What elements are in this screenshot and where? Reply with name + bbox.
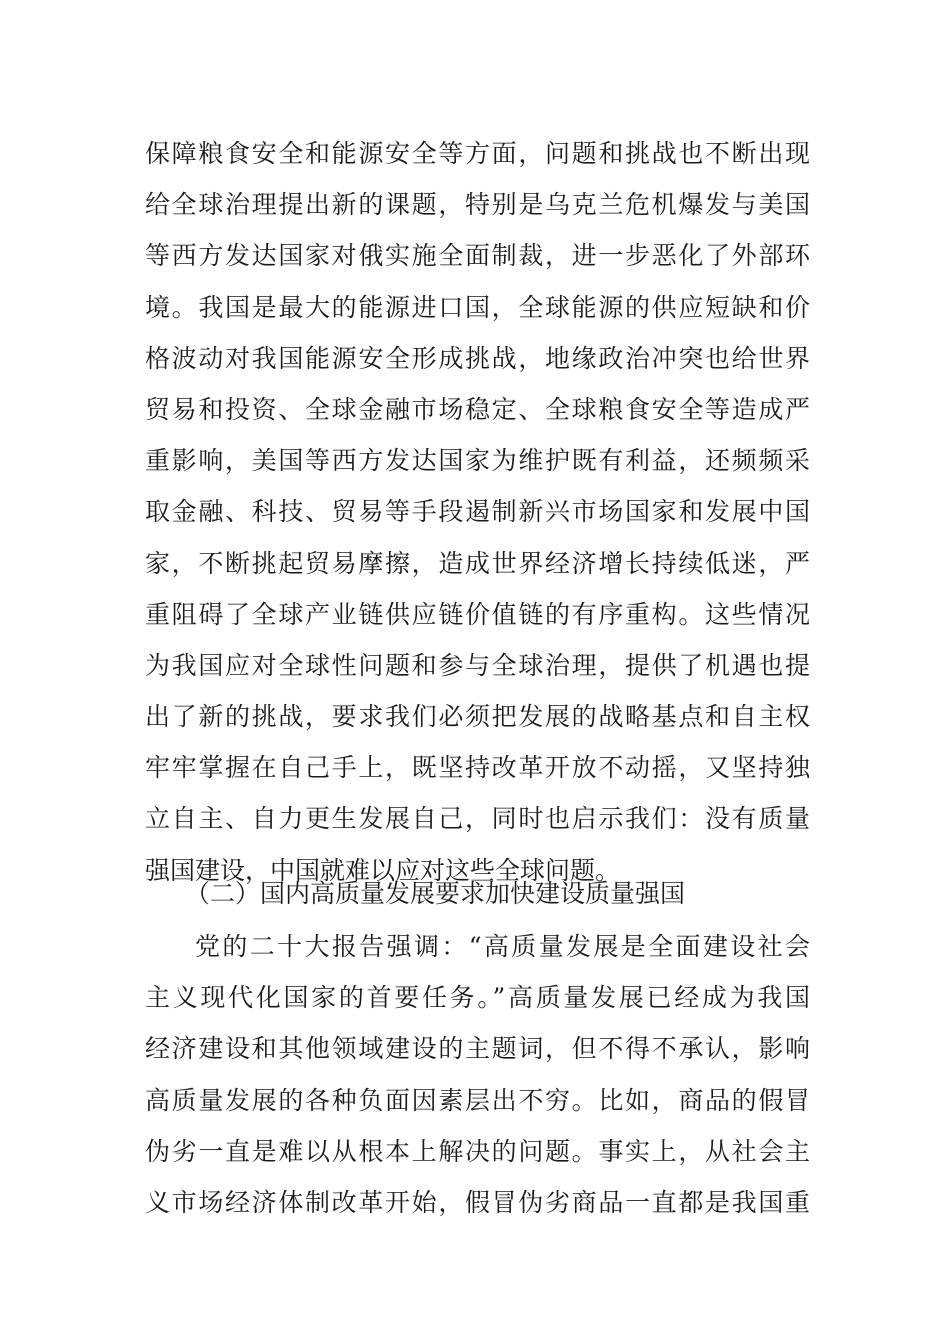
- paragraph-1-line: 家，不断挑起贸易摩擦，造成世界经济增长持续低迷，严: [145, 548, 810, 578]
- paragraph-2-line: 高质量发展的各种负面因素层出不穷。比如，商品的假冒: [145, 1085, 810, 1115]
- paragraph-1-line: 出了新的挑战，要求我们必须把发展的战略基点和自主权: [145, 702, 810, 732]
- paragraph-2-line: 伪劣一直是难以从根本上解决的问题。事实上，从社会主: [145, 1136, 810, 1166]
- paragraph-2-line: 经济建设和其他领域建设的主题词，但不得不承认，影响: [145, 1034, 810, 1064]
- paragraph-1-line: 强国建设，中国就难以应对这些全球问题。: [145, 855, 621, 885]
- paragraph-1-line: 贸易和投资、全球金融市场稳定、全球粮食安全等造成严: [145, 394, 810, 424]
- paragraph-1-line: 牢牢掌握在自己手上，既坚持改革开放不动摇，又坚持独: [145, 753, 810, 783]
- paragraph-1-line: 给全球治理提出新的课题，特别是乌克兰危机爆发与美国: [145, 190, 810, 220]
- paragraph-2: [145, 921, 810, 1228]
- paragraph-1-line: 立自主、自力更生发展自己，同时也启示我们：没有质量: [145, 804, 810, 834]
- paragraph-1-line: 境。我国是最大的能源进口国，全球能源的供应短缺和价: [145, 292, 810, 322]
- paragraph-1: [145, 128, 810, 896]
- paragraph-2-line: 义市场经济体制改革开始，假冒伪劣商品一直都是我国重: [145, 1187, 810, 1217]
- paragraph-1-line: 取金融、科技、贸易等手段遏制新兴市场国家和发展中国: [145, 497, 810, 527]
- paragraph-1-line: 为我国应对全球性问题和参与全球治理，提供了机遇也提: [145, 650, 810, 680]
- paragraph-1-line: 等西方发达国家对俄实施全面制裁，进一步恶化了外部环: [145, 241, 810, 271]
- paragraph-1-line: 重阻碍了全球产业链供应链价值链的有序重构。这些情况: [145, 599, 810, 629]
- paragraph-1-line: 重影响，美国等西方发达国家为维护既有利益，还频频采: [145, 446, 810, 476]
- paragraph-2-line: 主义现代化国家的首要任务。”高质量发展已经成为我国: [145, 983, 810, 1013]
- paragraph-1-line: 保障粮食安全和能源安全等方面，问题和挑战也不断出现: [145, 139, 810, 168]
- paragraph-1-line: 格波动对我国能源安全形成挑战，地缘政治冲突也给世界: [145, 343, 810, 373]
- section-heading: （二）国内高质量发展要求加快建设质量强国: [185, 879, 686, 908]
- paragraph-2-line: 党的二十大报告强调：“高质量发展是全面建设社会: [195, 932, 810, 961]
